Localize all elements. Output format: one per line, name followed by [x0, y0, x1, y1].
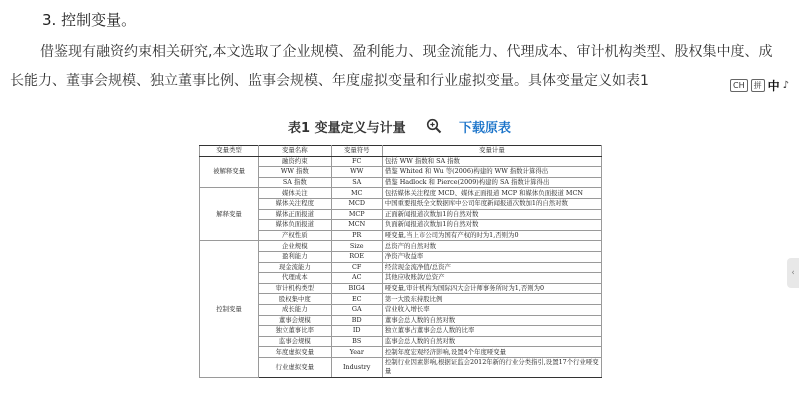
table-title: 表1 变量定义与计量	[288, 121, 406, 136]
table-row	[200, 167, 602, 178]
variable-measure-cell: 监事会总人数的自然对数	[382, 336, 601, 347]
variable-name-cell: 媒体正面报道	[259, 209, 331, 220]
ime-mode-badge[interactable]: 拼	[751, 79, 765, 92]
variable-measure-cell: 独立董事占董事会总人数的比率	[382, 326, 601, 337]
variable-symbol-cell: Year	[331, 347, 382, 358]
variable-measure-cell: 经营现金流净值/总资产	[382, 262, 601, 273]
variable-symbol-cell: MCN	[331, 220, 382, 231]
variable-measure-cell: 负面新闻报道次数加1的自然对数	[382, 220, 601, 231]
zoom-in-icon[interactable]	[426, 118, 442, 134]
variable-name-cell: 媒体负面报道	[259, 220, 331, 231]
table-row	[200, 241, 602, 252]
variable-symbol-cell: Industry	[331, 357, 382, 377]
variable-measure-cell: 哑变量,当上市公司为国有产权的时为1,否则为0	[382, 230, 601, 241]
variable-name-cell: 现金流能力	[259, 262, 331, 273]
table-row	[200, 315, 602, 326]
table-row	[200, 326, 602, 337]
variable-name-cell: 董事会规模	[259, 315, 331, 326]
variable-symbol-cell: BS	[331, 336, 382, 347]
variable-measure-cell: 借鉴 Hadlock 和 Pierce(2009)构建的 SA 指数计算得出	[382, 177, 601, 188]
variable-symbol-cell: MC	[331, 188, 382, 199]
variable-name-cell: 成长能力	[259, 304, 331, 315]
variable-measure-cell: 董事会总人数的自然对数	[382, 315, 601, 326]
variable-symbol-cell: SA	[331, 177, 382, 188]
variable-symbol-cell: BD	[331, 315, 382, 326]
variable-name-cell: 产权性质	[259, 230, 331, 241]
ime-language-badge[interactable]: CH	[730, 79, 748, 92]
download-table-link[interactable]: 下载原表	[459, 121, 512, 136]
variable-symbol-cell: MCD	[331, 198, 382, 209]
table-row	[200, 357, 602, 377]
table-row	[200, 294, 602, 305]
variable-name-cell: 盈利能力	[259, 251, 331, 262]
side-collapse-handle[interactable]: ‹	[787, 258, 799, 288]
variable-name-cell: WW 指数	[259, 167, 331, 178]
variable-name-cell: 审计机构类型	[259, 283, 331, 294]
table-header-cell: 变量名称	[259, 146, 331, 157]
table-title-row	[0, 117, 799, 137]
section-paragraph: 借鉴现有融资约束相关研究,本文选取了企业规模、盈利能力、现金流能力、代理成本、审计机构类型、股权集中度、成长能力、董事会规模、独立董事比例、监事会规模、年度虚拟变量和行业虚拟变量。具体变量定义如表1	[10, 44, 773, 89]
variable-name-cell: 媒体关注程度	[259, 198, 331, 209]
variable-name-cell: 代理成本	[259, 273, 331, 284]
ime-chinese-toggle[interactable]: 中	[767, 78, 780, 93]
ime-extra-icon[interactable]: ♪	[782, 79, 790, 91]
table-row	[200, 156, 602, 167]
variable-name-cell: 独立董事比率	[259, 326, 331, 337]
variable-name-cell: 媒体关注	[259, 188, 331, 199]
variable-measure-cell: 正面新闻报道次数加1的自然对数	[382, 209, 601, 220]
variable-symbol-cell: Size	[331, 241, 382, 252]
table-row	[200, 177, 602, 188]
variable-measure-cell: 控制年度宏观经济影响,设置4个年度哑变量	[382, 347, 601, 358]
table-row	[200, 220, 602, 231]
variable-measure-cell: 净资产收益率	[382, 251, 601, 262]
variable-symbol-cell: EC	[331, 294, 382, 305]
variable-measure-cell: 其他应收账款/总资产	[382, 273, 601, 284]
variable-symbol-cell: PR	[331, 230, 382, 241]
variable-symbol-cell: MCP	[331, 209, 382, 220]
table-row	[200, 230, 602, 241]
variable-definition-table	[199, 145, 602, 378]
ime-toolbar[interactable]	[730, 77, 789, 93]
variable-measure-cell: 中国重要报纸全文数据库中公司年度新闻报道次数加1的自然对数	[382, 198, 601, 209]
variable-name-cell: 融资约束	[259, 156, 331, 167]
variable-type-cell: 被解释变量	[200, 156, 259, 188]
variable-measure-cell: 第一大股东持股比例	[382, 294, 601, 305]
variable-name-cell: 行业虚拟变量	[259, 357, 331, 377]
table-header-cell: 变量符号	[331, 146, 382, 157]
variable-symbol-cell: ID	[331, 326, 382, 337]
table-row	[200, 209, 602, 220]
variable-symbol-cell: WW	[331, 167, 382, 178]
table-header-cell: 变量计量	[382, 146, 601, 157]
variable-name-cell: 股权集中度	[259, 294, 331, 305]
variable-name-cell: 企业规模	[259, 241, 331, 252]
variable-measure-cell: 哑变量,审计机构为国际四大会计师事务所时为1,否则为0	[382, 283, 601, 294]
table-row	[200, 188, 602, 199]
table-header-row	[200, 146, 602, 157]
table-row	[200, 273, 602, 284]
variable-measure-cell: 总资产的自然对数	[382, 241, 601, 252]
variable-symbol-cell: FC	[331, 156, 382, 167]
table-row	[200, 262, 602, 273]
variable-symbol-cell: AC	[331, 273, 382, 284]
variable-name-cell: 年度虚拟变量	[259, 347, 331, 358]
table-row	[200, 304, 602, 315]
variable-measure-cell: 借鉴 Whited 和 Wu 等(2006)构建的 WW 指数计算得出	[382, 167, 601, 178]
table-row	[200, 336, 602, 347]
variable-measure-cell: 包括 WW 指数和 SA 指数	[382, 156, 601, 167]
table-row	[200, 198, 602, 209]
variable-type-cell: 解释变量	[200, 188, 259, 241]
section-heading: 3. 控制变量。	[42, 11, 137, 29]
variable-symbol-cell: ROE	[331, 251, 382, 262]
table-row	[200, 283, 602, 294]
variable-symbol-cell: BIG4	[331, 283, 382, 294]
variable-name-cell: SA 指数	[259, 177, 331, 188]
table-row	[200, 251, 602, 262]
table-header-cell: 变量类型	[200, 146, 259, 157]
variable-measure-cell: 包括媒体关注程度 MCD、媒体正面报道 MCP 和媒体负面报道 MCN	[382, 188, 601, 199]
variable-measure-cell: 营业收入增长率	[382, 304, 601, 315]
variable-symbol-cell: CF	[331, 262, 382, 273]
table-row	[200, 347, 602, 358]
variable-symbol-cell: GA	[331, 304, 382, 315]
variable-name-cell: 监事会规模	[259, 336, 331, 347]
variable-measure-cell: 控制行业因素影响,根据证监会2012年新的行业分类指引,设置17个行业哑变量	[382, 357, 601, 377]
variable-type-cell: 控制变量	[200, 241, 259, 378]
